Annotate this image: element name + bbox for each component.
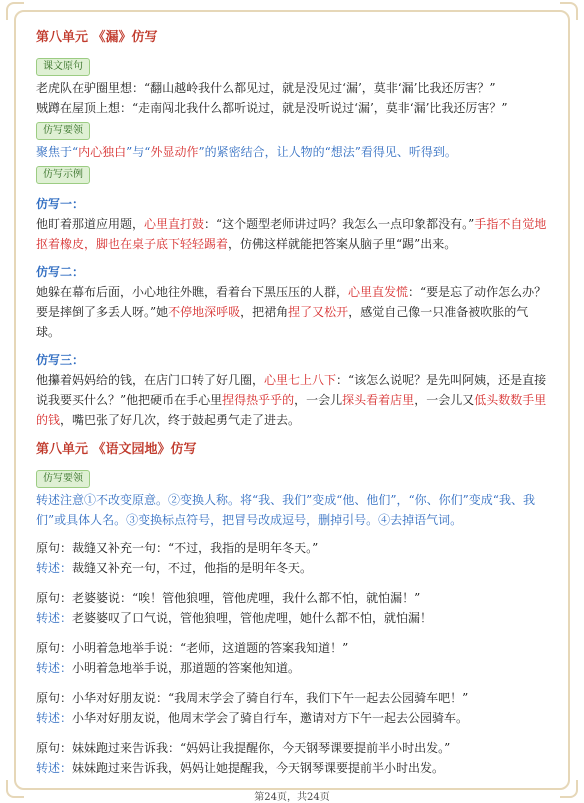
reported-text: 妹妹跑过来告诉我，妈妈让她提醒我，今天钢琴课要提前半小时出发。 bbox=[72, 761, 445, 775]
example-3-text bbox=[36, 370, 552, 430]
example-highlight: 探头看着店里 bbox=[342, 393, 415, 407]
example-highlight: 不停地深呼吸 bbox=[168, 305, 241, 319]
points-text-part: ”的紧密结合，让人物的“想法”看得见、听得到。 bbox=[198, 145, 457, 159]
original-line bbox=[36, 688, 552, 708]
original-line bbox=[36, 638, 552, 658]
example-2-label: 仿写二： bbox=[36, 265, 85, 279]
example-text: ，把裙角 bbox=[240, 305, 289, 319]
page-number: 第24页，共24页 bbox=[254, 792, 330, 803]
example-text: ，嘴巴张了好几次，终于鼓起勇气走了进去。 bbox=[60, 413, 301, 427]
reported-line bbox=[36, 758, 552, 778]
sentence-pair-1 bbox=[36, 538, 552, 578]
tag-original-sentences: 课文原句 bbox=[36, 58, 90, 76]
example-text: ，一会儿又 bbox=[414, 393, 475, 407]
example-2-text bbox=[36, 282, 552, 342]
points-text-part: ”与“ bbox=[126, 145, 151, 159]
points-text-part: 聚焦于“ bbox=[36, 145, 79, 159]
tag-examples: 仿写示例 bbox=[36, 166, 90, 184]
original-label: 原句： bbox=[36, 641, 73, 655]
example-1-label: 仿写一： bbox=[36, 197, 85, 211]
original-line bbox=[36, 538, 552, 558]
example-text: ：“要是忘了动作怎么办？要是摔倒了多丢人呀。”她 bbox=[36, 285, 547, 319]
example-highlight: 心里直打鼓 bbox=[144, 217, 205, 231]
reported-label: 转述： bbox=[36, 661, 73, 675]
example-text: ：“这个题型老师讲过吗？我怎么一点印象都没有。” bbox=[204, 217, 475, 231]
original-sentence-2: 贼蹲在屋顶上想：“走南闯北我什么都听说过，就是没听说过‘漏’，莫非‘漏’比我还厉害？” bbox=[36, 101, 508, 115]
sentence-pair-4 bbox=[36, 688, 552, 728]
example-1-text bbox=[36, 214, 552, 254]
reported-line bbox=[36, 708, 552, 728]
original-text: 妹妹跑过来告诉我：“妈妈让我提醒你，今天钢琴课要提前半小时出发。” bbox=[72, 741, 451, 755]
example-highlight: 手指不自觉地抠着橡皮，脚也在桌子底下轻轻踢着 bbox=[36, 217, 547, 251]
reported-line bbox=[36, 658, 552, 678]
example-text: ，一会儿 bbox=[294, 393, 343, 407]
sentence-pair-3 bbox=[36, 638, 552, 678]
reported-text: 老婆婆叹了口气说，管他狼哩，管他虎哩，她什么都不怕，就怕漏！ bbox=[72, 611, 433, 625]
points-highlight: 外显动作 bbox=[150, 145, 199, 159]
corner-ornament bbox=[560, 2, 578, 20]
tag-writing-points-2: 仿写要领 bbox=[36, 470, 90, 488]
example-text: 他攥着妈妈给的钱，在店门口转了好几圈， bbox=[36, 373, 265, 387]
example-text: 他盯着那道应用题， bbox=[36, 217, 145, 231]
reported-label: 转述： bbox=[36, 761, 73, 775]
example-highlight: 心里直发慌 bbox=[348, 285, 409, 299]
example-highlight: 低头数数手里的钱 bbox=[36, 393, 547, 427]
section-title-garden: 第八单元 《语文园地》仿写 bbox=[36, 442, 197, 457]
sentence-pair-2 bbox=[36, 588, 552, 628]
original-text: 裁缝又补充一句：“不过，我指的是明年冬天。” bbox=[72, 541, 319, 555]
writing-points-text bbox=[36, 142, 552, 162]
example-highlight: 捏了又松开 bbox=[288, 305, 349, 319]
section-gap bbox=[36, 430, 552, 440]
page-content bbox=[36, 28, 552, 788]
original-sentence-1: 老虎队在驴圈里想：“翻山越岭我什么都见过，就是没见过‘漏’，莫非‘漏’比我还厉害？” bbox=[36, 81, 496, 95]
original-label: 原句： bbox=[36, 691, 73, 705]
reported-line bbox=[36, 558, 552, 578]
reported-label: 转述： bbox=[36, 611, 73, 625]
reported-text: 裁缝又补充一句，不过，他指的是明年冬天。 bbox=[72, 561, 313, 575]
reported-label: 转述： bbox=[36, 561, 73, 575]
example-text: ，感觉自己像一只准备被吹胀的气球。 bbox=[36, 305, 529, 339]
example-text: 她躲在幕布后面，小心地往外瞧，看着台下黑压压的人群， bbox=[36, 285, 349, 299]
original-text: 老婆婆说：“唉！管他狼哩，管他虎哩，我什么都不怕，就怕漏！” bbox=[72, 591, 421, 605]
original-label: 原句： bbox=[36, 741, 73, 755]
original-label: 原句： bbox=[36, 591, 73, 605]
points-highlight: 内心独白 bbox=[78, 145, 127, 159]
original-text: 小明着急地举手说：“老师，这道题的答案我知道！” bbox=[72, 641, 349, 655]
example-text: ，仿佛这样就能把答案从脑子里“踢”出来。 bbox=[228, 237, 457, 251]
reported-label: 转述： bbox=[36, 711, 73, 725]
reported-text: 小明着急地举手说，那道题的答案他知道。 bbox=[72, 661, 301, 675]
original-line bbox=[36, 588, 552, 608]
original-text: 小华对好朋友说：“我周末学会了骑自行车，我们下午一起去公园骑车吧！” bbox=[72, 691, 469, 705]
corner-ornament bbox=[6, 2, 24, 20]
section-title-lou: 第八单元 《漏》仿写 bbox=[36, 30, 158, 45]
example-highlight: 捏得热乎乎的 bbox=[222, 393, 295, 407]
example-text: ：“该怎么说呢？是先叫阿姨，还是直接说我要买什么？”他把硬币在手心里 bbox=[36, 373, 547, 407]
example-3-label: 仿写三： bbox=[36, 353, 85, 367]
reported-text: 小华对好朋友说，他周末学会了骑自行车，邀请对方下午一起去公园骑车。 bbox=[72, 711, 469, 725]
tag-writing-points: 仿写要领 bbox=[36, 122, 90, 140]
original-line bbox=[36, 738, 552, 758]
sentence-pair-5 bbox=[36, 738, 552, 778]
reported-line bbox=[36, 608, 552, 628]
example-highlight: 心里七上八下 bbox=[264, 373, 337, 387]
original-label: 原句： bbox=[36, 541, 73, 555]
reported-speech-rules: 转述注意①不改变原意。②变换人称。将“我、我们”变成“他、他们”，“你、你们”变成“我、我们”或具体人名。③变换标点符号，把冒号改成逗号，删掉引号。④去掉语气词。 bbox=[36, 493, 535, 527]
